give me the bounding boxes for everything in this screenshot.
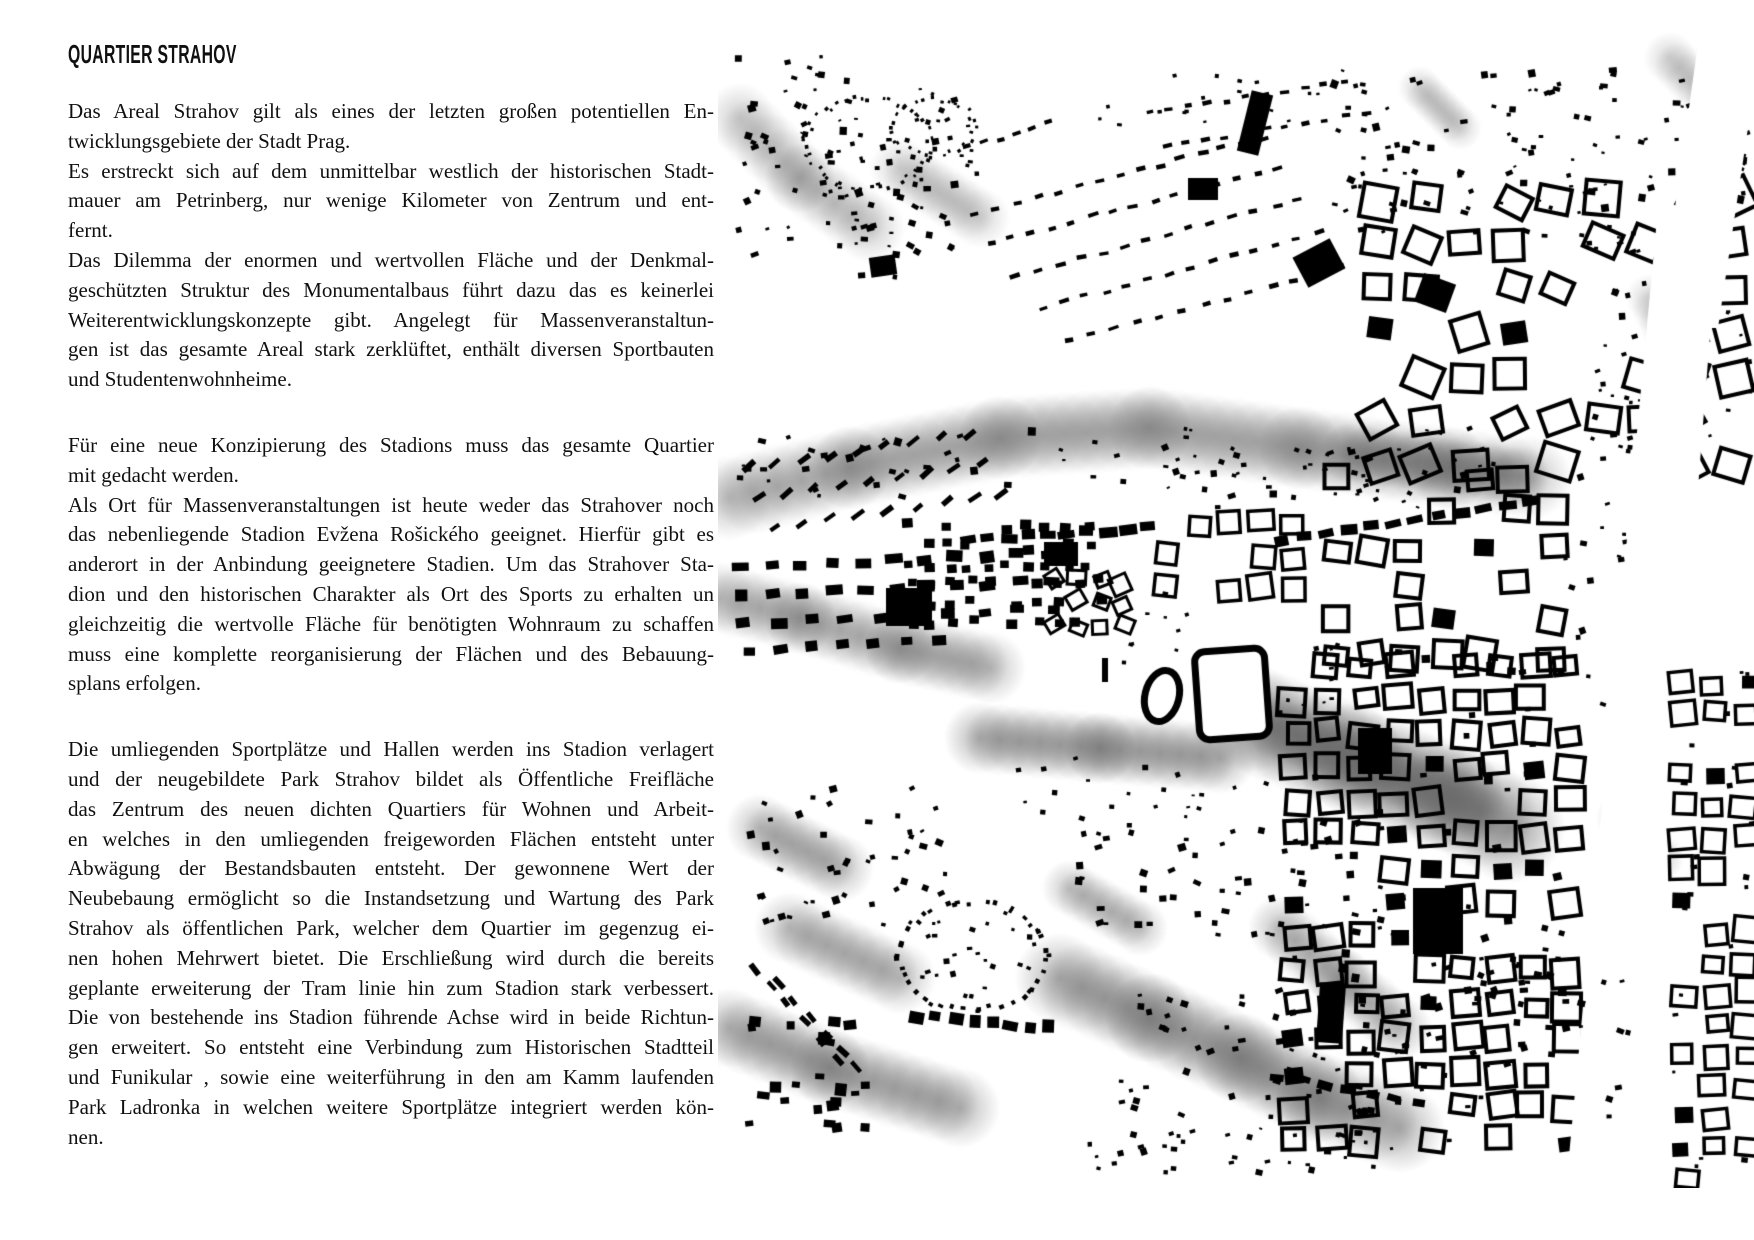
text-line: splans erfolgen. xyxy=(68,671,201,696)
page-title: QUARTIER STRAHOV xyxy=(68,40,237,70)
text-line: gen ist das gesamte Areal stark zerklüftet, enthält diversen Sportbauten xyxy=(68,337,714,362)
text-line: gen erweitert. So entsteht eine Verbindung zum Historischen Stadtteil xyxy=(68,1035,714,1060)
body-text-column xyxy=(68,97,714,1152)
text-line: muss eine komplette reorganisierung der Flächen und des Bebauung- xyxy=(68,641,714,666)
text-line: geschützten Struktur des Monumentalbaus führt dazu das es keinerlei xyxy=(68,277,714,302)
text-line: dion und den historischen Charakter als Ort des Sports zu erhalten un xyxy=(68,581,714,606)
text-line: gleichzeitig die wertvolle Fläche für benötigten Wohnraum zu schaffen xyxy=(68,611,714,636)
paragraph xyxy=(68,157,714,246)
text-line: Für eine neue Konzipierung des Stadions muss das gesamte Quartier xyxy=(68,432,714,457)
text-line: Weiterentwicklungskonzepte gibt. Angelegt für Massenveranstaltun- xyxy=(68,307,714,332)
figure-ground-map xyxy=(718,28,1754,1188)
text-line: twicklungsgebiete der Stadt Prag. xyxy=(68,128,351,153)
text-line: anderort in der Anbindung geeignetere Stadien. Um das Strahover Sta- xyxy=(68,552,714,577)
text-line: mauer am Petrinberg, nur wenige Kilometer von Zentrum und ent- xyxy=(68,188,714,213)
paragraph xyxy=(68,97,714,157)
text-line: und Studentenwohnheime. xyxy=(68,367,292,392)
text-line: Es erstreckt sich auf dem unmittelbar westlich der historischen Stadt- xyxy=(68,158,714,183)
text-line: Das Dilemma der enormen und wertvollen Fläche und der Denkmal- xyxy=(68,247,714,272)
text-line: Die von bestehende ins Stadion führende Achse wird in beide Richtun- xyxy=(68,1005,714,1030)
paragraph xyxy=(68,431,714,491)
text-line: fernt. xyxy=(68,218,113,243)
text-line: en welches in den umliegenden freigeworden Flächen entsteht unter xyxy=(68,826,714,851)
text-line: Park Ladronka in welchen weitere Sportplätze integriert werden kön- xyxy=(68,1094,714,1119)
text-line: mit gedacht werden. xyxy=(68,462,239,487)
paragraph xyxy=(68,735,714,1152)
text-line: Das Areal Strahov gilt als eines der letzten großen potentiellen En- xyxy=(68,99,714,123)
text-line: Die umliegenden Sportplätze und Hallen werden ins Stadion verlagert xyxy=(68,737,714,762)
text-line: das Zentrum des neuen dichten Quartiers für Wohnen und Arbeit- xyxy=(68,796,714,821)
text-line: Neubebaung ermöglicht so die Instandsetzung und Wartung des Park xyxy=(68,886,714,911)
text-line: geplante erweiterung der Tram linie hin zum Stadion stark verbessert. xyxy=(68,975,714,1000)
text-line: Abwägung der Bestandsbauten entsteht. Der gewonnene Wert der xyxy=(68,856,714,881)
text-line: nen. xyxy=(68,1124,104,1149)
text-line: Strahov als öffentlichen Park, welcher dem Quartier im gegenzug ei- xyxy=(68,915,714,940)
map-region xyxy=(718,28,1754,1188)
text-line: und Funikular , sowie eine weiterführung in den am Kamm laufenden xyxy=(68,1064,714,1089)
text-line: Als Ort für Massenveranstaltungen ist heute weder das Strahover noch xyxy=(68,492,714,517)
paragraph xyxy=(68,491,714,700)
text-line: das nebenliegende Stadion Evžena Rošického geeignet. Hierfür gibt es xyxy=(68,522,714,547)
text-line: und der neugebildete Park Strahov bildet als Öffentliche Freifläche xyxy=(68,766,714,791)
text-line: nen hohen Mehrwert bietet. Die Erschließung wird durch die bereits xyxy=(68,945,714,970)
paragraph xyxy=(68,246,714,395)
